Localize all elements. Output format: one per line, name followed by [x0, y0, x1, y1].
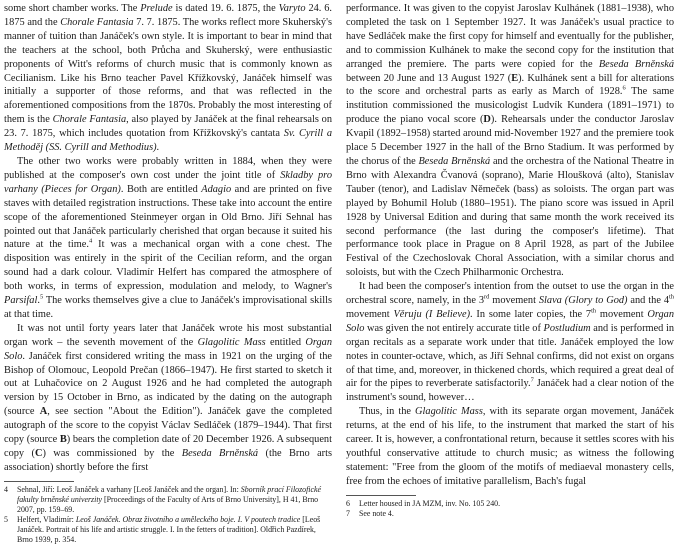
text-run: ) bears the completion date of 20 December 1926. A subsequent copy (: [4, 434, 332, 459]
text-run: , also played by Janáček at the final rehearsals on 23. 7. 1875, which includes quotation from Křížkovský's cantata: [4, 114, 333, 140]
footnote-reference: 7: [530, 377, 534, 385]
text-run: was given the not entirely accurate title of: [364, 322, 544, 334]
paragraph: [4, 155, 332, 322]
footnote-text: [359, 509, 674, 519]
italic-text: Leoš Janáček. Obraz životního a uměleckého boje. I. V poutech tradice: [75, 514, 301, 524]
text-run: [Leoš Janáček. Portrait of his life and artistic struggle. I. In the fetters of tradition]. Oldřich Pazdírek, Brno 1939, p. 354.: [17, 514, 321, 544]
paragraph: [346, 2, 674, 280]
italic-text: Prelude: [140, 3, 173, 14]
text-run: is dated 19. 6. 1875, the: [172, 3, 279, 14]
text-run: Helfert, Vladimír:: [17, 514, 76, 524]
text-run: some short chamber works. The: [4, 3, 141, 14]
italic-text: Sborník prací Filozofické fakulty brněnské univerzity: [17, 484, 321, 504]
text-run: Sehnal, Jiří: Leoš Janáček a varhany [Leoš Janáček and the organ]. In:: [17, 484, 241, 494]
text-run: ). Rehearsals under the conductor Jaroslav Kvapil (1892–1958) started around mid-November 1927 and the premiere took place 5 December 1927 in the hall of the Brno Stadium. It was performed by the chorus of the: [346, 114, 674, 167]
text-run: The other two works were probably written in 1884, when they were published at the composer's own cost under the joint title of: [4, 155, 332, 181]
text-run: [Proceedings of the Faculty of Arts of Brno University], H 41, Brno 2007, pp. 159–69.: [17, 494, 319, 514]
text-run: .: [156, 142, 160, 154]
paragraph: [4, 2, 332, 155]
italic-text: Slava (Glory to God): [538, 295, 628, 307]
left-column-body-text: [4, 2, 332, 475]
text-run: . Janáček first considered writing the mass in 1921 on the urging of the Bishop of Olomouc, Leopold Prečan (1866–1947). He first started to sketch it out at Luhačovice on 2 August 1926 and he had completed the autograph version by 15 October in Brno, as indicated by the dating on the autograph (source: [4, 350, 332, 418]
footnote-reference: 6: [622, 85, 626, 92]
footnote: [346, 499, 674, 509]
footnote-text: [359, 499, 674, 509]
right-footnote-rule: [346, 495, 416, 496]
text-run: movement: [489, 295, 539, 307]
source-siglum: B: [59, 434, 67, 446]
text-run: and is performed in organ recitals as a separate work under that title. Janáček employed the low notes in counter-octave, which, as Jiří Sehnal confirms, did not exist on organs of that time, and, moreover, in thickened chords, which required a great deal of air for the pipes to reverberate satisfactorily.: [346, 322, 674, 390]
italic-text: Beseda Brněnská: [181, 448, 259, 459]
right-column-body-text: [346, 2, 674, 489]
footnote-number: 7: [346, 508, 350, 518]
right-column: [346, 2, 674, 519]
text-run: ) was commissioned by the: [42, 448, 182, 459]
text-run: ). Kulhánek sent a bill for alterations to the score and orchestral parts as early as March of 1928.: [346, 72, 675, 98]
text-run: , with its separate organ movement, Janáček returns, at the end of his life, to the instrument that marked the start of his career. It is, however, a confrontational return, because it settles scores with his youthful conservative attitude to church music; as witness the following statement: "Free from the gloom of the motifs of mediaeval monastery cells, free from the echoes of imitative parallelism, Bach's fugal: [346, 406, 674, 487]
text-run: , see section "About the Edition"). Janáček gave the completed autograph of the score to the copyist Václav Sedláček (1879–1944). That first copy (source: [4, 406, 332, 446]
text-run: movement: [596, 308, 648, 320]
paragraph: [4, 322, 332, 475]
italic-text: Varyto: [278, 3, 306, 14]
source-siglum: A: [39, 406, 48, 418]
text-run: It was not until forty years later that Janáček wrote his most substantial organ work – the seventh movement of the: [4, 322, 332, 348]
italic-text: Adagio: [201, 183, 232, 195]
footnote-number: 4: [4, 484, 8, 494]
italic-text: Věruju (I Believe): [393, 308, 471, 320]
text-run: and the 4: [627, 295, 670, 307]
text-run: It was a mechanical organ with a cone chest. The disposition was entirely in the spirit of the Cecilian reform, and the organ sound had a dark colour. Vladimír Helfert has compared the atmosphere of both works, in terms of expression, modulation and melody, to Wagner's: [4, 239, 332, 293]
italic-text: Glagolitic Mass: [415, 406, 483, 418]
text-run: Janáček had a clear notion of the instrument's sound, however…: [346, 378, 674, 404]
text-run: . Both are entitled: [120, 183, 202, 195]
italic-text: Skladby pro varhany (Pieces for Organ): [4, 169, 332, 195]
text-run: movement: [346, 308, 394, 320]
footnote-reference: 5: [39, 293, 44, 301]
footnote: [4, 485, 332, 515]
text-run: .: [37, 295, 40, 307]
footnote-text: [17, 485, 332, 515]
text-run: The works themselves give a clue to Janáček's improvisational skills at that time.: [4, 295, 332, 320]
left-footnote-rule: [4, 481, 74, 482]
text-run: 7. 7. 1875. The works reflect more Skuherský's manner of tuition than Janáček's own style. It is important to bear in mind that the teachers at the school, both Průcha and Skuherský, were enthusiastic proponents of Witt's reforms of church music that is commonly known as Cecilianism. Like his Brno teacher Pavel Křížkovský, Janáček himself was initially a supporter of those reforms, and that was reflected in the aforementioned compositions from the 1870s. Probably the most interesting of them is the: [4, 16, 332, 126]
italic-text: Glagolitic Mass: [197, 336, 266, 348]
text-run: (the Brno arts association) shortly before the first: [4, 448, 333, 473]
italic-text: Postludium: [543, 322, 591, 334]
source-siglum: E: [511, 72, 519, 84]
left-column: [4, 2, 332, 545]
italic-text: Sv. Cyrill a Methoděj (SS. Cyrill and Methodius): [4, 128, 332, 154]
text-run: . In some later copies, the 7: [470, 308, 592, 320]
footnote-number: 6: [346, 498, 350, 508]
footnote: [4, 515, 332, 545]
text-run: 24. 6. 1875 and the: [4, 3, 332, 28]
italic-text: Beseda Brněnská: [418, 155, 491, 167]
footnote-reference: 4: [88, 237, 93, 245]
text-run: and are printed on five staves with detailed registration instructions. These take into account the entire scope of the aforementioned Steinmeyer organ in Old Brno. Jiří Sehnal has pointed out that Janáček particularly cherished that organ because it suited his nature at the time.: [4, 183, 333, 251]
text-run: Thus, in the: [359, 406, 416, 418]
source-siglum: D: [483, 114, 491, 126]
italic-text: Chorale Fantasia: [60, 16, 134, 28]
italic-text: Organ Solo: [346, 308, 675, 334]
footnote-reference: th: [591, 307, 597, 315]
italic-text: Organ Solo: [4, 336, 333, 362]
footnote-text: [17, 515, 332, 545]
paragraph: [346, 405, 674, 488]
italic-text: Parsifal: [4, 295, 38, 307]
left-column-footnotes: [4, 485, 332, 545]
footnote: [346, 509, 674, 519]
text-run: It had been the composer's intention from the outset to use the organ in the orchestral score, namely, in the 3: [346, 281, 674, 307]
italic-text: Chorale Fantasia: [52, 114, 127, 126]
text-run: Letter housed in JA MZM, inv. No. 105 240.: [359, 498, 501, 508]
footnote-reference: th: [669, 293, 674, 301]
text-run: and the orchestra of the National Theatre in Brno with Alexandra Čvanová (soprano), Marie Hloušková (alto), Stanislav Tauber (tenor), and Ladislav Němeček (bass) as soloists. The organ part was played by Bohumil Holub (1880–1951). The piano score was issued in April 1928 by Universal Edition and during that same month the work received its second performance (the last during the composer's lifetime). That performance took place in Prague on 8 April 1928, as part of the Jubilee Festival of the Czechoslovak Choral Association, with a similar chorus and soloists, but with the Czech Philharmonic Orchestra.: [346, 155, 674, 279]
source-siglum: C: [34, 448, 43, 459]
text-run: The same institution commissioned the musicologist Ludvík Kundera (1891–1971) to produce the piano vocal score (: [346, 86, 674, 126]
text-run: between 20 June and 13 August 1927 (: [346, 72, 512, 84]
footnote-reference: rd: [484, 293, 490, 301]
italic-text: Beseda Brněnská: [598, 58, 675, 70]
text-run: See note 4.: [359, 508, 394, 518]
paragraph: [346, 280, 674, 405]
footnote-number: 5: [4, 514, 8, 524]
text-run: entitled: [265, 336, 306, 348]
right-column-footnotes: [346, 499, 674, 519]
text-run: performance. It was given to the copyist Jaroslav Kulhánek (1881–1938), who completed the task on 1 September 1927. It was Janáček's usual practice to have Sedláček make the first copy for himself and eventually for the publisher, and to commission Kulhánek to make the second copy for the institution that arranged the premiere. The parts were copied for the: [346, 3, 674, 70]
